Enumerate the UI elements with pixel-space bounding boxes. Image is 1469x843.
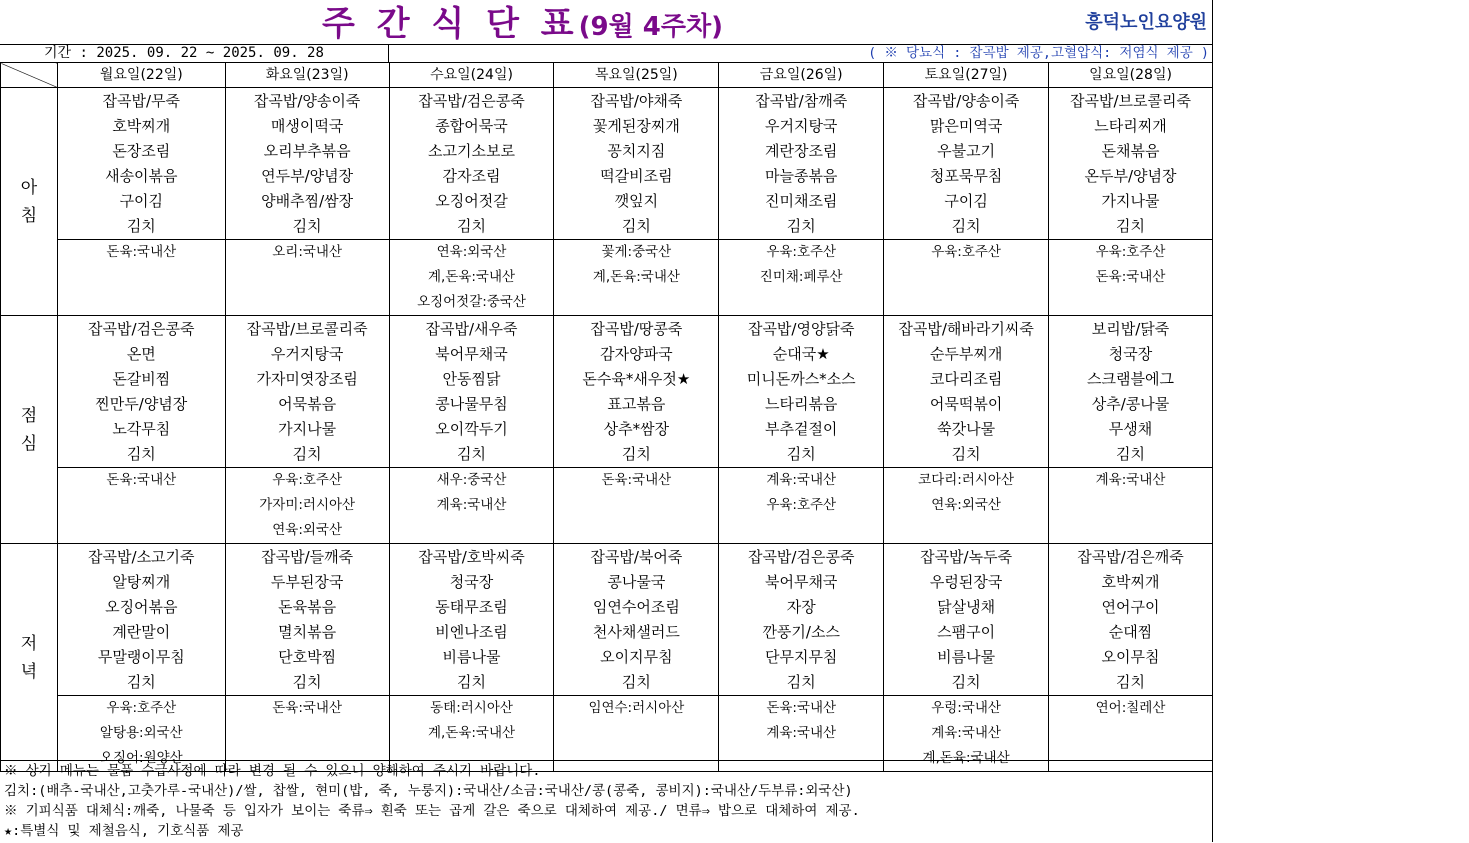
sheet-border: [1212, 0, 1213, 842]
origin-item: 계,돈육:국내산: [427, 269, 516, 285]
dish-item: 잡곡밥/양송이죽: [912, 92, 1020, 110]
origin-cell: [225, 468, 389, 544]
corner-cell: [1, 63, 58, 88]
dish-cell: [719, 316, 884, 468]
meal-label: [1, 88, 58, 316]
dish-item: 김치: [292, 445, 322, 463]
day-header: 월요일(22일): [57, 63, 225, 88]
dish-item: 느타리볶음: [764, 395, 838, 413]
dish-item: 돈채볶음: [1101, 142, 1160, 160]
dish-item: 양배추찜/쌈장: [261, 192, 354, 210]
dish-item: 맑은미역국: [929, 117, 1003, 135]
dish-item: 무말랭이무침: [97, 648, 185, 666]
dish-item: 가지나물: [278, 420, 337, 438]
origin-item: 우육:호주산: [931, 244, 1001, 260]
dish-item: 잡곡밥/검은콩죽: [747, 548, 855, 566]
day-header: 토요일(27일): [884, 63, 1049, 88]
day-header: 금요일(26일): [719, 63, 884, 88]
dish-item: 단무지무침: [764, 648, 838, 666]
origin-cell: [719, 240, 884, 316]
dish-item: 종합어묵국: [435, 117, 508, 135]
dish-item: 천사채샐러드: [592, 623, 680, 641]
dish-item: 임연수어조림: [592, 598, 680, 616]
dish-item: 김치: [126, 445, 156, 463]
dish-item: 구이김: [944, 192, 988, 210]
dish-item: 김치: [1116, 445, 1146, 463]
dish-item: 김치: [292, 673, 322, 691]
origin-item: 돈육:국내산: [1095, 269, 1166, 285]
meal-label-char: 아: [20, 177, 38, 198]
dish-item: 잡곡밥/검은콩죽: [88, 320, 195, 338]
origin-item: 오징어:원양산: [99, 750, 183, 766]
period-text: 기간 : 2025. 09. 22 ~ 2025. 09. 28: [44, 45, 324, 61]
dish-item: 순대찜: [1108, 623, 1153, 641]
dish-item: 비름나물: [442, 648, 501, 666]
dish-item: 잡곡밥/해바라기씨죽: [898, 320, 1034, 338]
dish-item: 김치: [621, 673, 651, 691]
dish-cell: [884, 544, 1049, 696]
dish-item: 콩나물국: [607, 573, 666, 591]
dish-cell: [57, 544, 225, 696]
dish-item: 잡곡밥/검은콩죽: [418, 92, 525, 110]
origin-cell: [389, 240, 554, 316]
dish-item: 김치: [1116, 217, 1146, 235]
dish-item: 깐풍기/소스: [762, 623, 840, 641]
divider: [388, 44, 389, 62]
dish-item: 어묵볶음: [278, 395, 337, 413]
dish-item: 쑥갓나물: [937, 420, 996, 438]
dish-item: 소고기소보로: [428, 142, 515, 160]
meal-label-char: 침: [20, 205, 38, 226]
dish-item: 노각무침: [112, 420, 171, 438]
origin-item: 계육:국내산: [436, 497, 507, 513]
title-main: 주 간 식 단 표: [322, 4, 579, 44]
meal-label-char: 점: [20, 405, 38, 426]
dish-item: 깻잎지: [614, 192, 659, 210]
dish-item: 김치: [786, 445, 816, 463]
dish-item: 어묵떡볶이: [929, 395, 1003, 413]
dish-item: 잡곡밥/양송이죽: [253, 92, 361, 110]
dish-item: 호박찌개: [1101, 573, 1160, 591]
origin-item: 새우:중국산: [436, 472, 507, 488]
dish-cell: [225, 544, 389, 696]
dish-item: 콩나물무침: [435, 395, 508, 413]
dish-cell: [884, 88, 1049, 240]
day-header: 수요일(24일): [389, 63, 554, 88]
origin-cell: [389, 468, 554, 544]
dish-item: 순두부찌개: [929, 345, 1003, 363]
dish-item: 오이지무침: [600, 648, 673, 666]
dish-item: 상추/콩나물: [1091, 395, 1170, 413]
title-bar: [0, 0, 1213, 45]
dish-item: 김치: [457, 673, 486, 691]
dish-item: 계란장조림: [764, 142, 838, 160]
dish-item: 떡갈비조림: [600, 167, 673, 185]
dish-cell: [1049, 88, 1213, 240]
origin-item: 돈육:국내산: [601, 472, 672, 488]
dish-item: 찐만두/양념장: [95, 395, 188, 413]
organization-name: 흥덕노인요양원: [1085, 12, 1207, 33]
dish-item: 돈육볶음: [278, 598, 337, 616]
dish-item: 청포묵무침: [929, 167, 1003, 185]
origin-item: 진미채:페루산: [759, 269, 843, 285]
dish-item: 순대국★: [772, 345, 830, 363]
dish-item: 계란말이: [112, 623, 171, 641]
origin-item: 동태:러시아산: [430, 700, 513, 716]
dish-cell: [719, 544, 884, 696]
title-week: (9월 4주차): [578, 12, 723, 42]
dish-cell: [719, 88, 884, 240]
dish-item: 우거지탕국: [764, 117, 838, 135]
origin-cell: [554, 240, 719, 316]
origin-item: 우육:호주산: [106, 700, 177, 716]
dish-item: 잡곡밥/영양닭죽: [747, 320, 855, 338]
dish-item: 매생이떡국: [270, 117, 344, 135]
origin-item: 우육:호주산: [766, 497, 837, 513]
dish-item: 감자조림: [442, 167, 501, 185]
origin-item: 계육:국내산: [766, 472, 837, 488]
origin-cell: [554, 468, 719, 544]
dish-item: 청국장: [449, 573, 494, 591]
dish-item: 자장: [786, 598, 816, 616]
dish-item: 코다리조림: [929, 370, 1003, 388]
origin-item: 계,돈육:국내산: [922, 750, 1010, 766]
day-header: 화요일(23일): [225, 63, 389, 88]
page-title: [0, 0, 1045, 44]
dish-item: 가자미엿장조림: [256, 370, 358, 388]
meal-label: [1, 316, 58, 544]
dish-item: 우불고기: [937, 142, 996, 160]
dish-item: 온두부/양념장: [1084, 167, 1177, 185]
dish-item: 호박찌개: [112, 117, 171, 135]
dish-row: [1, 316, 1213, 468]
dish-item: 잡곡밥/브로콜리죽: [1070, 92, 1192, 110]
dish-item: 연어구이: [1101, 598, 1160, 616]
footer-line: ★:특별식 및 제철음식, 기호식품 제공: [4, 823, 244, 839]
dish-item: 보리밥/닭죽: [1091, 320, 1170, 338]
origin-item: 계,돈육:국내산: [427, 725, 516, 741]
dish-cell: [1049, 544, 1213, 696]
dish-item: 오징어젓갈: [435, 192, 508, 210]
dish-item: 무생채: [1108, 420, 1153, 438]
origin-cell: [884, 468, 1049, 544]
dish-cell: [554, 88, 719, 240]
dish-item: 김치: [126, 673, 156, 691]
dish-cell: [884, 316, 1049, 468]
dish-item: 마늘종볶음: [764, 167, 838, 185]
dish-item: 구이김: [119, 192, 164, 210]
origin-item: 계,돈육:국내산: [592, 269, 680, 285]
origin-item: 연육:외국산: [931, 497, 1001, 513]
dish-item: 오징어볶음: [105, 598, 178, 616]
origin-item: 연육:외국산: [436, 244, 507, 260]
dish-item: 비름나물: [937, 648, 996, 666]
origin-cell: [719, 468, 884, 544]
origin-item: 계육:국내산: [1095, 472, 1166, 488]
origin-item: 계육:국내산: [766, 725, 837, 741]
dish-cell: [57, 316, 225, 468]
origin-item: 연어:칠레산: [1095, 700, 1166, 716]
dish-item: 닭살냉채: [937, 598, 996, 616]
dish-item: 부추겉절이: [764, 420, 838, 438]
origin-item: 계육:국내산: [931, 725, 1001, 741]
dish-cell: [554, 316, 719, 468]
dish-item: 꽃게된장찌개: [592, 117, 680, 135]
dish-item: 돈수육*새우젓★: [582, 370, 691, 388]
origin-cell: [225, 240, 389, 316]
meal-label-char: 심: [20, 433, 38, 454]
dish-item: 잡곡밥/들깨죽: [261, 548, 354, 566]
dish-item: 김치: [951, 673, 981, 691]
origin-item: 알탕용:외국산: [99, 725, 183, 741]
dish-item: 김치: [951, 445, 981, 463]
origin-item: 임연수:러시아산: [588, 700, 685, 716]
origin-item: 오징어젓갈:중국산: [417, 294, 526, 310]
footer-notes: [0, 760, 1213, 843]
origin-item: 연육:외국산: [272, 522, 343, 538]
meal-label-char: 저: [20, 633, 38, 654]
dish-item: 잡곡밥/소고기죽: [88, 548, 195, 566]
origin-row: [1, 240, 1213, 316]
dish-item: 감자양파국: [600, 345, 673, 363]
dish-item: 진미채조림: [764, 192, 838, 210]
dish-item: 김치: [457, 445, 486, 463]
origin-item: 우렁:국내산: [931, 700, 1001, 716]
dish-item: 연두부/양념장: [261, 167, 354, 185]
origin-item: 우육:호주산: [1095, 244, 1166, 260]
day-header: 일요일(28일): [1049, 63, 1213, 88]
origin-item: 돈육:국내산: [272, 700, 343, 716]
dish-cell: [57, 88, 225, 240]
dish-item: 김치: [621, 445, 651, 463]
dish-row: [1, 544, 1213, 696]
dish-item: 잡곡밥/무죽: [102, 92, 181, 110]
dish-row: [1, 88, 1213, 240]
origin-item: 코다리:러시아산: [918, 472, 1014, 488]
dish-item: 김치: [292, 217, 322, 235]
dish-item: 돈장조림: [112, 142, 171, 160]
dish-cell: [225, 88, 389, 240]
dish-item: 김치: [786, 217, 816, 235]
dish-item: 표고볶음: [607, 395, 666, 413]
origin-cell: [57, 468, 225, 544]
dish-item: 김치: [786, 673, 816, 691]
dish-item: 우렁된장국: [929, 573, 1003, 591]
dish-item: 오이무침: [1101, 648, 1160, 666]
dish-item: 느타리찌개: [1094, 117, 1167, 135]
origin-item: 돈육:국내산: [766, 700, 837, 716]
dish-cell: [389, 544, 554, 696]
dish-item: 북어무채국: [764, 573, 838, 591]
origin-row: [1, 468, 1213, 544]
dish-item: 김치: [621, 217, 651, 235]
origin-cell: [1049, 468, 1213, 544]
dish-item: 알탕찌개: [112, 573, 171, 591]
day-header-row: [1, 63, 1213, 88]
dish-item: 청국장: [1108, 345, 1153, 363]
dish-item: 비엔나조림: [435, 623, 508, 641]
period-row: [0, 44, 1213, 63]
dish-item: 잡곡밥/녹두죽: [920, 548, 1013, 566]
origin-item: 돈육:국내산: [106, 244, 177, 260]
dish-item: 잡곡밥/호박씨죽: [418, 548, 525, 566]
origin-cell: [1049, 240, 1213, 316]
dish-item: 잡곡밥/북어죽: [590, 548, 683, 566]
footer-line: ※ 상기 메뉴는 물품 수급사정에 따라 변경 될 수 있으니 양해하여 주시기 바랍니다.: [4, 763, 541, 779]
dish-item: 미니돈까스*소스: [746, 370, 856, 388]
dish-item: 멸치볶음: [278, 623, 337, 641]
dish-item: 우거지탕국: [270, 345, 344, 363]
dish-cell: [389, 316, 554, 468]
footer-line: ※ 기피식품 대체식:깨죽, 나물죽 등 입자가 보이는 죽류⇒ 흰죽 또는 곱게 갈은 죽으로 대체하여 제공./ 면류⇒ 밥으로 대체하여 제공.: [4, 803, 860, 819]
origin-item: 우육:호주산: [766, 244, 837, 260]
origin-cell: [884, 240, 1049, 316]
menu-table: [0, 62, 1213, 772]
dish-item: 오이깍두기: [435, 420, 508, 438]
dish-item: 상추*쌈장: [603, 420, 670, 438]
meal-label: [1, 544, 58, 772]
dish-item: 스팸구이: [937, 623, 996, 641]
origin-cell: [57, 240, 225, 316]
dish-item: 북어무채국: [435, 345, 508, 363]
footer-line: 김치:(배추-국내산,고춧가루-국내산)/쌀, 찹쌀, 현미(밥, 죽, 누룽지):국내산/소금:국내산/콩(콩죽, 콩비지):국내산/두부류:외국산): [4, 783, 853, 799]
dish-item: 잡곡밥/참깨죽: [755, 92, 848, 110]
dish-item: 돈갈비찜: [112, 370, 171, 388]
dish-cell: [1049, 316, 1213, 468]
origin-item: 꽃게:중국산: [601, 244, 672, 260]
dish-item: 잡곡밥/검은깨죽: [1077, 548, 1184, 566]
dish-item: 가지나물: [1101, 192, 1160, 210]
dish-item: 김치: [1116, 673, 1146, 691]
dish-item: 잡곡밥/브로콜리죽: [246, 320, 368, 338]
dish-item: 잡곡밥/땅콩죽: [590, 320, 683, 338]
origin-item: 돈육:국내산: [106, 472, 177, 488]
dish-item: 동태무조림: [435, 598, 508, 616]
dish-item: 김치: [951, 217, 981, 235]
dish-item: 안동찜닭: [442, 370, 501, 388]
dish-item: 단호박찜: [278, 648, 337, 666]
origin-item: 오리:국내산: [272, 244, 343, 260]
meal-label-char: 녁: [20, 661, 38, 682]
dish-item: 스크램블에그: [1087, 370, 1174, 388]
dish-cell: [225, 316, 389, 468]
dish-item: 꽁치지짐: [607, 142, 666, 160]
origin-item: 가자미:러시아산: [259, 497, 356, 513]
dish-item: 두부된장국: [270, 573, 344, 591]
dish-cell: [554, 544, 719, 696]
dish-item: 잡곡밥/새우죽: [425, 320, 518, 338]
day-header: 목요일(25일): [554, 63, 719, 88]
dish-item: 김치: [126, 217, 156, 235]
dish-item: 김치: [457, 217, 486, 235]
diet-note: ( ※ 당뇨식 : 잡곡밥 제공,고혈압식: 저염식 제공 ): [868, 45, 1209, 61]
dish-item: 잡곡밥/야채죽: [590, 92, 683, 110]
dish-item: 새송이볶음: [105, 167, 178, 185]
origin-item: 우육:호주산: [272, 472, 343, 488]
dish-item: 오리부추볶음: [263, 142, 351, 160]
dish-cell: [389, 88, 554, 240]
dish-item: 온면: [126, 345, 156, 363]
